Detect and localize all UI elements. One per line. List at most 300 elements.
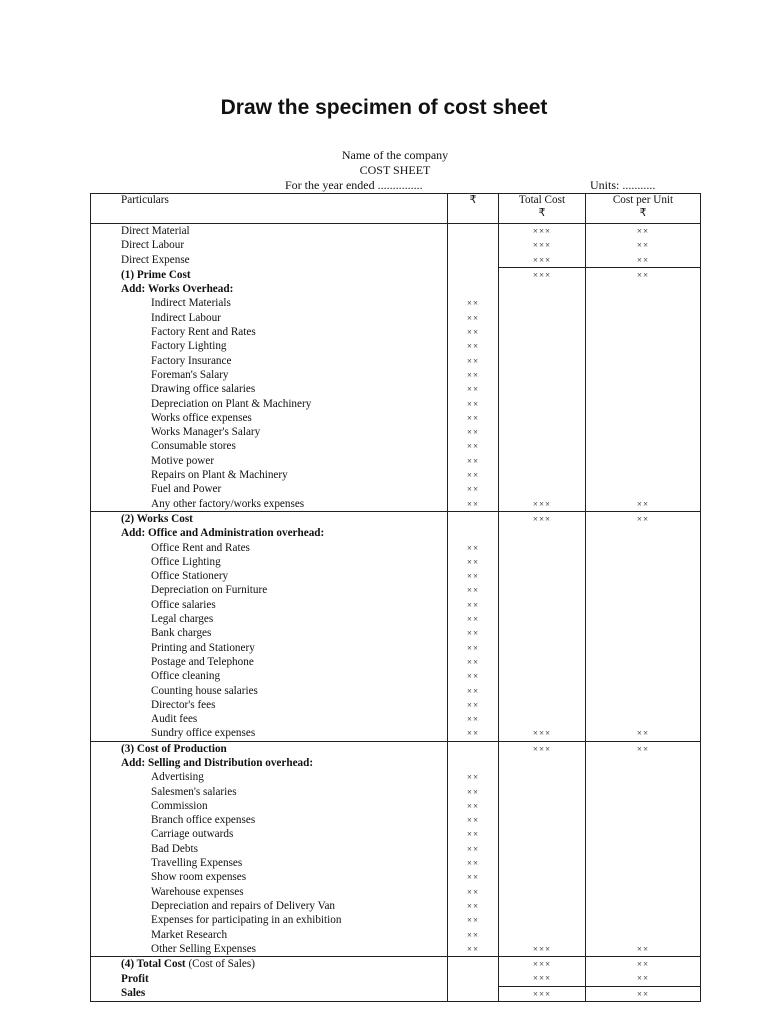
table-row [91,885,701,899]
cost-per-unit-cell [586,598,701,612]
amount-cell: ×× [448,669,499,683]
row-label: Warehouse expenses [151,885,244,898]
cost-per-unit-cell: ×× [586,942,701,957]
cost-per-unit-cell: ×× [586,726,701,741]
table-row [91,482,701,496]
cost-per-unit-cell: ×× [586,238,701,252]
row-label-note: (Cost of Sales) [185,958,255,971]
cost-per-unit-cell [586,397,701,411]
amount-cell [448,986,499,1001]
total-cost-cell [499,712,586,726]
table-row [91,397,701,411]
row-label: Legal charges [151,613,214,626]
particulars-cell [91,583,448,597]
amount-cell [448,971,499,986]
total-cost-cell [499,626,586,640]
particulars-cell [91,698,448,712]
row-label: Show room expenses [151,871,247,884]
particulars-cell [91,799,448,813]
cost-per-unit-cell: ×× [586,253,701,268]
table-row [91,497,701,512]
table-row [91,354,701,368]
particulars-cell [91,555,448,569]
particulars-cell [91,425,448,439]
cost-per-unit-cell [586,827,701,841]
cost-per-unit-cell [586,583,701,597]
row-label: Market Research [151,928,228,941]
cost-per-unit-cell [586,569,701,583]
amount-cell [448,741,499,756]
cost-per-unit-cell [586,756,701,770]
row-label: Branch office expenses [151,814,256,827]
cost-per-unit-cell: ×× [586,511,701,526]
total-cost-cell: ××× [499,267,586,282]
particulars-cell [91,282,448,296]
cost-per-unit-cell [586,354,701,368]
row-label: Drawing office salaries [151,383,256,396]
particulars-cell [91,311,448,325]
cost-per-unit-cell [586,439,701,453]
slide-title: Draw the specimen of cost sheet [220,96,548,119]
table-row [91,626,701,640]
table-row [91,425,701,439]
amount-cell: ×× [448,612,499,626]
particulars-cell [91,712,448,726]
particulars-cell [91,397,448,411]
amount-cell: ×× [448,913,499,927]
amount-cell: ×× [448,569,499,583]
total-cost-cell [499,598,586,612]
particulars-cell [91,439,448,453]
particulars-cell [91,511,448,526]
amount-cell [448,238,499,252]
amount-cell: ×× [448,827,499,841]
total-cost-cell [499,296,586,310]
table-row [91,942,701,957]
row-label: Printing and Stationery [151,641,255,654]
table-row [91,698,701,712]
amount-cell: ×× [448,397,499,411]
total-cost-cell [499,669,586,683]
total-cost-cell [499,913,586,927]
header-cost-per-unit [586,194,701,224]
row-label: Factory Lighting [151,340,227,353]
total-cost-cell: ××× [499,741,586,756]
cost-sheet-table [90,193,701,1002]
particulars-cell [91,339,448,353]
amount-cell [448,511,499,526]
cost-per-unit-cell [586,684,701,698]
table-row [91,741,701,756]
amount-cell: ×× [448,439,499,453]
total-cost-cell [499,526,586,540]
row-label: Add: Office and Administration overhead: [121,527,325,540]
cost-per-unit-cell [586,468,701,482]
particulars-cell [91,986,448,1001]
table-row [91,468,701,482]
cost-per-unit-cell [586,655,701,669]
particulars-cell [91,497,448,512]
particulars-cell [91,870,448,884]
particulars-cell [91,913,448,927]
row-label: Office salaries [151,598,216,611]
amount-cell: ×× [448,311,499,325]
amount-cell: ×× [448,598,499,612]
cost-per-unit-cell [586,282,701,296]
cost-per-unit-cell: ×× [586,971,701,986]
table-row [91,382,701,396]
amount-cell: ×× [448,799,499,813]
total-cost-cell: ××× [499,224,586,239]
amount-cell [448,224,499,239]
table-row [91,842,701,856]
table-row [91,238,701,252]
particulars-cell [91,468,448,482]
cost-per-unit-cell [586,368,701,382]
table-row [91,712,701,726]
row-label: Indirect Materials [151,297,231,310]
particulars-cell [91,482,448,496]
total-cost-cell [499,397,586,411]
amount-cell: ×× [448,698,499,712]
cost-per-unit-cell [586,899,701,913]
row-label: Any other factory/works expenses [151,497,305,510]
total-cost-cell [499,555,586,569]
row-label: Office Stationery [151,570,229,583]
particulars-cell [91,354,448,368]
table-row [91,282,701,296]
amount-cell: ×× [448,726,499,741]
amount-cell: ×× [448,497,499,512]
header-total-cost-label: Total Cost [518,194,566,206]
total-cost-cell [499,411,586,425]
table-row [91,526,701,540]
total-cost-cell [499,569,586,583]
row-label: Depreciation on Furniture [151,584,268,597]
total-cost-cell [499,684,586,698]
particulars-cell [91,411,448,425]
cost-per-unit-cell: ×× [586,741,701,756]
total-cost-cell: ××× [499,726,586,741]
total-cost-cell [499,583,586,597]
total-cost-cell [499,282,586,296]
cost-per-unit-cell [586,856,701,870]
amount-cell: ×× [448,641,499,655]
table-row [91,756,701,770]
row-label: Depreciation on Plant & Machinery [151,397,312,410]
header-cost-per-unit-label: Cost per Unit [612,194,674,206]
particulars-cell [91,942,448,957]
total-cost-cell [499,827,586,841]
cost-per-unit-cell [586,698,701,712]
table-row [91,311,701,325]
total-cost-cell [499,770,586,784]
particulars-cell [91,756,448,770]
cost-per-unit-cell [586,626,701,640]
table-row [91,785,701,799]
row-label: Factory Insurance [151,354,232,367]
amount-cell: ×× [448,870,499,884]
particulars-cell [91,296,448,310]
amount-cell: ×× [448,712,499,726]
row-label: Counting house salaries [151,684,258,697]
particulars-cell [91,669,448,683]
header-cost-per-unit-unit: ₹ [639,207,647,219]
amount-cell: ×× [448,885,499,899]
particulars-cell [91,856,448,870]
row-label: Other Selling Expenses [151,942,257,955]
cost-per-unit-cell [586,411,701,425]
total-cost-cell: ××× [499,957,586,972]
total-cost-cell: ××× [499,253,586,268]
total-cost-cell [499,541,586,555]
particulars-cell [91,813,448,827]
amount-cell: ×× [448,339,499,353]
total-cost-cell [499,482,586,496]
cost-per-unit-cell: ×× [586,957,701,972]
row-label: Repairs on Plant & Machinery [151,469,288,482]
row-label: Direct Material [121,225,190,237]
cost-sheet [90,148,700,1002]
table-row [91,641,701,655]
amount-cell: ×× [448,842,499,856]
table-row [91,325,701,339]
row-label: Commission [151,799,208,812]
particulars-cell [91,957,448,972]
particulars-cell [91,598,448,612]
particulars-cell [91,612,448,626]
row-label: Audit fees [151,713,198,726]
table-row [91,726,701,741]
cost-per-unit-cell [586,382,701,396]
table-row [91,669,701,683]
cost-per-unit-cell: ×× [586,267,701,282]
amount-cell: ×× [448,770,499,784]
amount-cell: ×× [448,555,499,569]
amount-cell: ×× [448,684,499,698]
cost-sheet-title: COST SHEET [359,163,431,177]
row-label: Postage and Telephone [151,655,254,668]
table-row [91,870,701,884]
row-label: (2) Works Cost [121,512,193,525]
row-label: Depreciation and repairs of Delivery Van [151,899,336,912]
amount-cell: ×× [448,626,499,640]
cost-per-unit-cell [586,813,701,827]
amount-cell: ×× [448,296,499,310]
cost-per-unit-cell [586,799,701,813]
row-label: Fuel and Power [151,483,222,496]
total-cost-cell: ××× [499,511,586,526]
table-row [91,770,701,784]
row-label: (1) Prime Cost [121,268,191,281]
amount-cell [448,267,499,282]
header-total-cost [499,194,586,224]
particulars-cell [91,842,448,856]
cost-per-unit-cell [586,842,701,856]
table-row [91,511,701,526]
header-particulars: Particulars [91,194,448,224]
amount-cell [448,253,499,268]
particulars-cell [91,655,448,669]
amount-cell: ×× [448,454,499,468]
cost-per-unit-cell [586,669,701,683]
row-label: Add: Selling and Distribution overhead: [121,756,314,769]
amount-cell [448,756,499,770]
particulars-cell [91,569,448,583]
table-row [91,569,701,583]
amount-cell: ×× [448,325,499,339]
total-cost-cell [499,641,586,655]
cost-per-unit-cell [586,785,701,799]
total-cost-cell [499,325,586,339]
amount-cell: ×× [448,368,499,382]
table-row [91,224,701,239]
table-row [91,267,701,282]
particulars-cell [91,684,448,698]
row-label: Direct Expense [121,253,190,266]
total-cost-cell [499,799,586,813]
particulars-cell [91,526,448,540]
table-row [91,813,701,827]
table-row [91,368,701,382]
cost-per-unit-cell [586,454,701,468]
table-row [91,612,701,626]
cost-per-unit-cell [586,928,701,942]
total-cost-cell [499,468,586,482]
total-cost-cell [499,439,586,453]
total-cost-cell [499,382,586,396]
row-label: (3) Cost of Production [121,742,227,755]
amount-cell: ×× [448,382,499,396]
total-cost-cell [499,368,586,382]
row-label: Salesmen's salaries [151,785,237,798]
amount-cell: ×× [448,541,499,555]
amount-cell: ×× [448,785,499,799]
total-cost-cell [499,813,586,827]
amount-cell: ×× [448,899,499,913]
cost-per-unit-cell [586,913,701,927]
header-total-cost-unit: ₹ [538,207,546,219]
units-text: Units: ........... [590,178,656,192]
header-row [91,194,701,224]
row-label: Sundry office expenses [151,727,256,740]
total-cost-cell [499,928,586,942]
particulars-cell [91,885,448,899]
cost-per-unit-cell [586,339,701,353]
particulars-cell [91,267,448,282]
particulars-cell [91,454,448,468]
table-row [91,439,701,453]
cost-per-unit-cell [586,555,701,569]
total-cost-cell [499,870,586,884]
particulars-cell [91,827,448,841]
cost-per-unit-cell [586,526,701,540]
table-row [91,684,701,698]
cost-per-unit-cell [586,612,701,626]
row-label: Office cleaning [151,670,221,683]
row-label: Indirect Labour [151,311,221,324]
amount-cell: ×× [448,583,499,597]
particulars-cell [91,541,448,555]
particulars-cell [91,770,448,784]
cost-per-unit-cell [586,885,701,899]
row-label: Works office expenses [151,411,252,424]
table-row [91,296,701,310]
particulars-cell [91,726,448,741]
row-label: Office Lighting [151,555,221,568]
table-row [91,253,701,268]
particulars-cell [91,626,448,640]
row-label: Sales [121,987,146,1000]
total-cost-cell [499,756,586,770]
row-label: Motive power [151,454,215,467]
row-label: (4) Total Cost [121,958,186,971]
particulars-cell [91,224,448,239]
amount-cell: ×× [448,425,499,439]
amount-cell: ×× [448,411,499,425]
total-cost-cell [499,899,586,913]
particulars-cell [91,785,448,799]
sheet-meta [90,178,700,193]
table-row [91,583,701,597]
particulars-cell [91,368,448,382]
row-label: Direct Labour [121,239,185,252]
cost-per-unit-cell [586,712,701,726]
row-label: Travelling Expenses [151,857,243,870]
particulars-cell [91,899,448,913]
table-row [91,899,701,913]
cost-per-unit-cell [586,311,701,325]
row-label: Consumable stores [151,440,236,453]
table-row [91,454,701,468]
particulars-cell [91,325,448,339]
row-label: Add: Works Overhead: [121,283,234,296]
cost-per-unit-cell [586,641,701,655]
total-cost-cell [499,785,586,799]
row-label: Profit [121,972,149,985]
row-label: Director's fees [151,698,216,711]
row-label: Office Rent and Rates [151,541,250,554]
cost-per-unit-cell: ×× [586,497,701,512]
table-row [91,957,701,972]
total-cost-cell: ××× [499,942,586,957]
amount-cell: ×× [448,468,499,482]
cost-per-unit-cell: ×× [586,986,701,1001]
particulars-cell [91,238,448,252]
table-row [91,971,701,986]
particulars-cell [91,641,448,655]
amount-cell: ×× [448,928,499,942]
particulars-cell [91,928,448,942]
table-row [91,555,701,569]
amount-cell [448,282,499,296]
total-cost-cell [499,339,586,353]
row-label: Bad Debts [151,842,198,855]
cost-per-unit-cell [586,770,701,784]
cost-per-unit-cell [586,296,701,310]
cost-per-unit-cell [586,325,701,339]
cost-per-unit-cell [586,541,701,555]
amount-cell: ×× [448,354,499,368]
amount-cell: ×× [448,655,499,669]
particulars-cell [91,741,448,756]
particulars-cell [91,971,448,986]
total-cost-cell: ××× [499,497,586,512]
total-cost-cell: ××× [499,971,586,986]
table-row [91,913,701,927]
total-cost-cell [499,354,586,368]
amount-cell [448,526,499,540]
